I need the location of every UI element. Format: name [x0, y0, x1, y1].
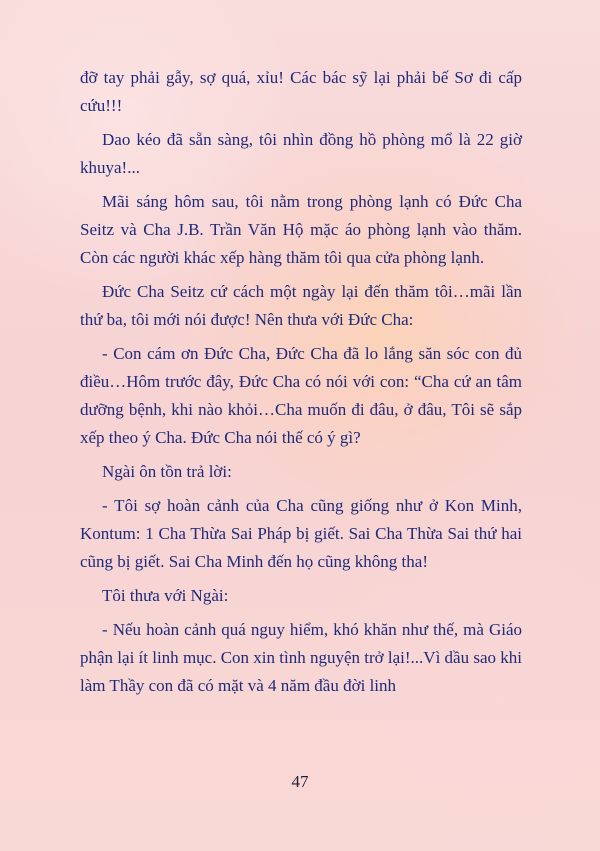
page-number: 47: [291, 772, 309, 791]
paragraph-2: Dao kéo đã sẵn sàng, tôi nhìn đồng hồ phòng mổ là 22 giờ khuya!...: [80, 130, 522, 177]
body-text: [80, 64, 522, 706]
paragraph-5: - Con cám ơn Đức Cha, Đức Cha đã lo lắng săn sóc con đủ điều…Hôm trước đây, Đức Cha có nói với con: “Cha cứ an tâm dưỡng bệnh, khi nào khỏi…Cha muốn đi đâu, ở đâu, Tôi sẽ sắp xếp theo ý Cha. Đức Cha nói thế có ý gì?: [80, 344, 522, 447]
paragraph-9: - Nếu hoàn cảnh quá nguy hiểm, khó khăn như thế, mà Giáo phận lại ít linh mục. Con xin tình nguyện trở lại!...Vì dầu sao khi làm Thầy con đã có mặt và 4 năm đầu đời linh: [80, 620, 522, 695]
paragraph-3: Mãi sáng hôm sau, tôi nằm trong phòng lạnh có Đức Cha Seitz và Cha J.B. Trần Văn Hộ mặc áo phòng lạnh vào thăm. Còn các người khác xếp hàng thăm tôi qua cửa phòng lạnh.: [80, 192, 522, 267]
paragraph-4: Đức Cha Seitz cứ cách một ngày lại đến thăm tôi…mãi lần thứ ba, tôi mới nói được! Nên thưa với Đức Cha:: [80, 282, 522, 329]
paragraph-7: - Tôi sợ hoàn cảnh của Cha cũng giống như ở Kon Minh, Kontum: 1 Cha Thừa Sai Pháp bị giết. Sai Cha Thừa Sai thứ hai cũng bị giết. Sai Cha Minh đến họ cũng không tha!: [80, 496, 522, 571]
paragraph-6: Ngài ôn tồn trả lời:: [102, 462, 232, 481]
paragraph-8: Tôi thưa với Ngài:: [102, 586, 229, 605]
paragraph-1: đỡ tay phải gẫy, sợ quá, xỉu! Các bác sỹ lại phải bế Sơ đi cấp cứu!!!: [80, 68, 522, 115]
